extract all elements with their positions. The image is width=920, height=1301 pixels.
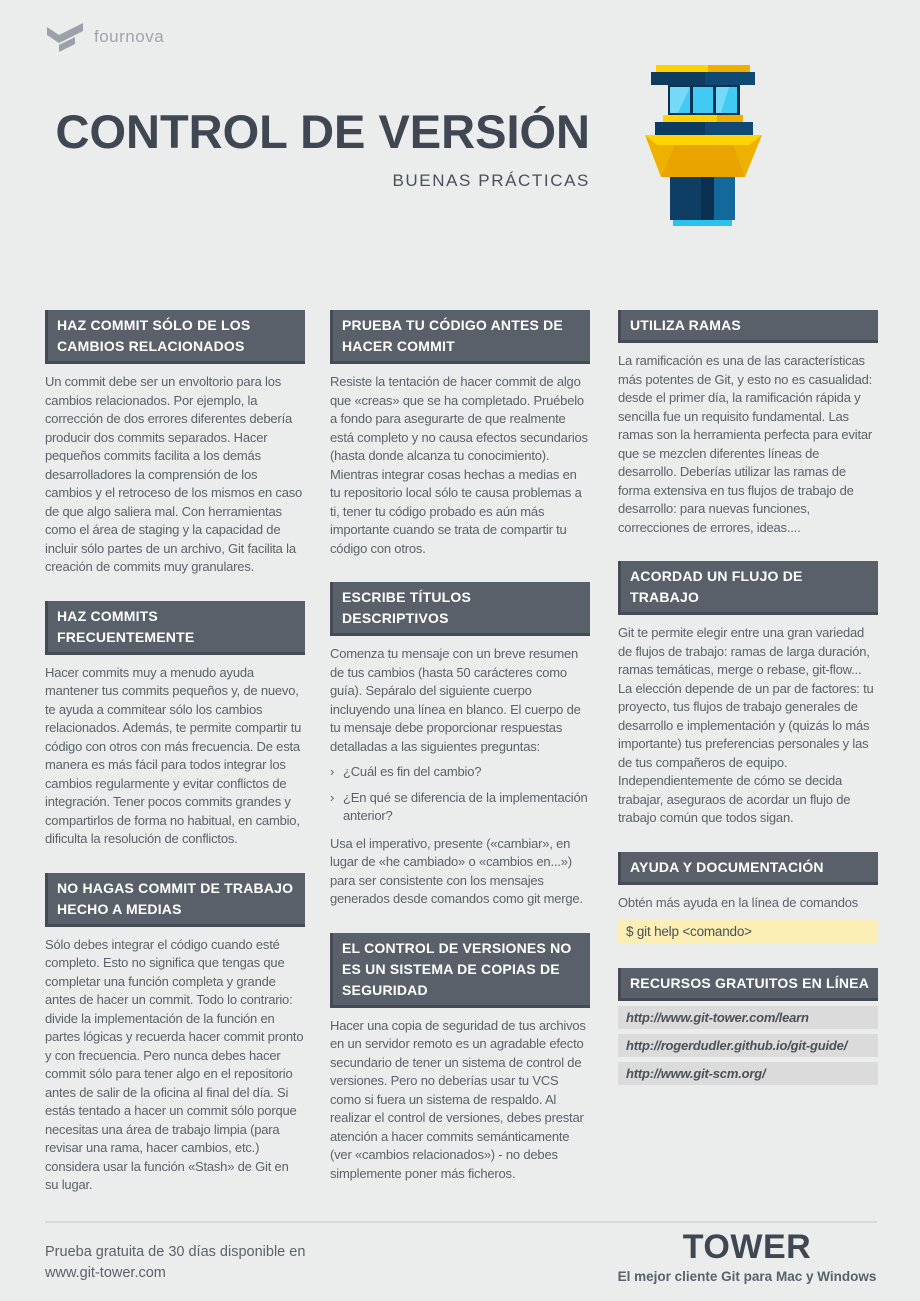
bullet-text: ¿En qué se diferencia de la implementación anterior? [343, 789, 588, 823]
footer-divider [45, 1221, 877, 1223]
section-heading: RECURSOS GRATUITOS EN LÍNEA [618, 968, 878, 1001]
section-body: Hacer una copia de seguridad de tus archivos en un servidor remoto es un agradable efecto secundario de tener un sistema de control de versiones. Pero no deberías usar tu VCS como si fuera un sistema de respaldo. Al realizar el control de versiones, debes prestar atención a hacer commits semánticamente (ver «cambios relacionados») - no debes simplemente poner más ficheros. [330, 1017, 586, 1181]
resource-link-git-guide[interactable]: http://rogerdudler.github.io/git-guide/ [618, 1034, 878, 1057]
tower-illustration [645, 64, 765, 230]
section-body: Un commit debe ser un envoltorio para los cambios relacionados. Por ejemplo, la corrección de dos errores diferentes debería producir dos commits separados. Hacer pequeños commits facilita a los demás desarrolladores la comprensión de los cambios y el retroceso de los mismos en caso de que algo saliera mal. Con herramientas como el área de staging y la capacidad de incluir sólo partes de un archivo, Git facilita la creación de commits muy granulares. [45, 374, 303, 574]
section-body: Comenza tu mensaje con un breve resumen de tus cambios (hasta 50 carácteres como guía). Sepáralo del siguiente cuerpo incluyendo una línea en blanco. El cuerpo de tu mensaje debe proporcionar respuestas detalladas a las siguientes preguntas: [330, 646, 581, 754]
section-heading: PRUEBA TU CÓDIGO ANTES DE HACER COMMIT [330, 310, 590, 364]
section-related-changes [45, 310, 305, 577]
section-heading: UTILIZA RAMAS [618, 310, 878, 343]
tower-tagline: El mejor cliente Git para Mac y Windows [617, 1269, 877, 1284]
section-heading: HAZ COMMITS FRECUENTEMENTE [45, 601, 305, 655]
fournova-logo [45, 20, 164, 53]
column-2 [330, 310, 590, 1207]
section-heading: ACORDAD UN FLUJO DE TRABAJO [618, 561, 878, 615]
section-commit-often [45, 601, 305, 849]
section-not-backup-system [330, 933, 590, 1184]
page-subtitle: BUENAS PRÁCTICAS [392, 171, 590, 190]
section-use-branches [618, 310, 878, 537]
section-free-resources [618, 968, 878, 1085]
section-body: Usa el imperativo, presente («cambiar», en lugar de «he cambiado» o «cambios en...») para ser consistente con los mensajes generados desde comandos como git merge. [330, 835, 583, 906]
section-help-documentation [618, 852, 878, 945]
section-heading: HAZ COMMIT SÓLO DE LOS CAMBIOS RELACIONADOS [45, 310, 305, 364]
column-1 [45, 310, 305, 1219]
section-heading: AYUDA Y DOCUMENTACIÓN [618, 852, 878, 885]
section-body: La ramificación es una de las características más potentes de Git, y esto no es casualidad: desde el primer día, la ramificación rápida y sencilla fue un requisito fundamental. Las ramas son la herramienta perfecta para evitar que se mezclen diferentes líneas de desarrollo. Deberías utilizar las ramas de forma extensiva en tus flujos de trabajo de desarrollo: para nuevas funciones, correcciones de errores, ideas.... [618, 353, 873, 535]
section-heading: ESCRIBE TÍTULOS DESCRIPTIVOS [330, 582, 590, 636]
section-test-code [330, 310, 590, 558]
resource-link-git-scm[interactable]: http://www.git-scm.org/ [618, 1062, 878, 1085]
resource-link-git-tower-learn[interactable]: http://www.git-tower.com/learn [618, 1006, 878, 1029]
column-3 [618, 310, 878, 1109]
section-body: Sólo debes integrar el código cuando esté completo. Esto no significa que tengas que completar una función completa y grande antes de hacer un commit. Todo lo contrario: divide la implementación de la función en partes lógicas y recuerda hacer commit pronto y con frecuencia. Pero nunca debes hacer commit sólo para tener algo en el repositorio antes de salir de la oficina al final del día. Si estás tentado a hacer un commit sólo porque necesitas una área de trabajo limpia (para revisar una rama, hacer cambios, etc.) considera usar la función «Stash» de Git en su lugar. [45, 936, 304, 1192]
git-help-command: $ git help <comando> [618, 919, 878, 944]
bullet-marker: › [330, 764, 335, 779]
fournova-logo-icon [45, 20, 85, 53]
section-heading: EL CONTROL DE VERSIONES NO ES UN SISTEMA DE COPIAS DE SEGURIDAD [330, 933, 590, 1008]
page-title-block [56, 104, 590, 191]
list-item [330, 789, 590, 826]
bullet-marker: › [330, 789, 335, 805]
section-descriptive-titles [330, 582, 590, 909]
section-body: Hacer commits muy a menudo ayuda mantener tus commits pequeños y, de nuevo, te ayuda a commitear sólo los cambios relacionados. Además, te permite compartir tu código con otros con más frecuencia. De esta manera es más fácil para todos integrar los cambios regularmente y evitar conflictos de integración. Tener pocos commits grandes y compartirlos de forma no habitual, en cambio, dificulta la resolución de conflictos. [45, 664, 302, 846]
section-body: Obtén más ayuda en la línea de comandos [618, 894, 859, 910]
section-heading: NO HAGAS COMMIT DE TRABAJO HECHO A MEDIAS [45, 873, 305, 927]
section-body: Git te permite elegir entre una gran variedad de flujos de trabajo: ramas de larga duración, ramas temáticas, merge o rebase, git-flow... La elección depende de un par de factores: tu proyecto, tus flujos de trabajo generales de desarrollo e implementación y (quizás lo más importante) tus preferencias personales y las de tus compañeros de equipo. Independientemente de cómo se decida trabajar, aseguraos de acordar un flujo de trabajo común que todos sigan. [618, 625, 874, 825]
tower-brand-block [616, 1230, 878, 1284]
fournova-wordmark: fournova [94, 26, 165, 46]
trial-text-line2[interactable]: www.git-tower.com [45, 1265, 166, 1281]
bullet-text: ¿Cuál es fin del cambio? [343, 764, 482, 779]
footer-trial-note [45, 1242, 305, 1284]
trial-text-line1: Prueba gratuita de 30 días disponible en [45, 1244, 306, 1260]
section-agree-workflow [618, 561, 878, 828]
tower-wordmark: TOWER [682, 1228, 812, 1266]
list-item [330, 763, 590, 782]
section-body: Resiste la tentación de hacer commit de algo que «creas» que se ha completado. Pruébelo a fondo para asegurarte de que realmente está completo y no causa efectos secundarios (hasta donde alcanza tu conocimiento). Mientras integrar cosas hechas a medias en tu repositorio local sólo te causa problemas a ti, tener tu código probado es aún más importante cuando se trata de compartir tu código con otros. [330, 374, 588, 556]
section-half-done-work [45, 873, 305, 1195]
page-title: CONTROL DE VERSIÓN [55, 105, 590, 158]
